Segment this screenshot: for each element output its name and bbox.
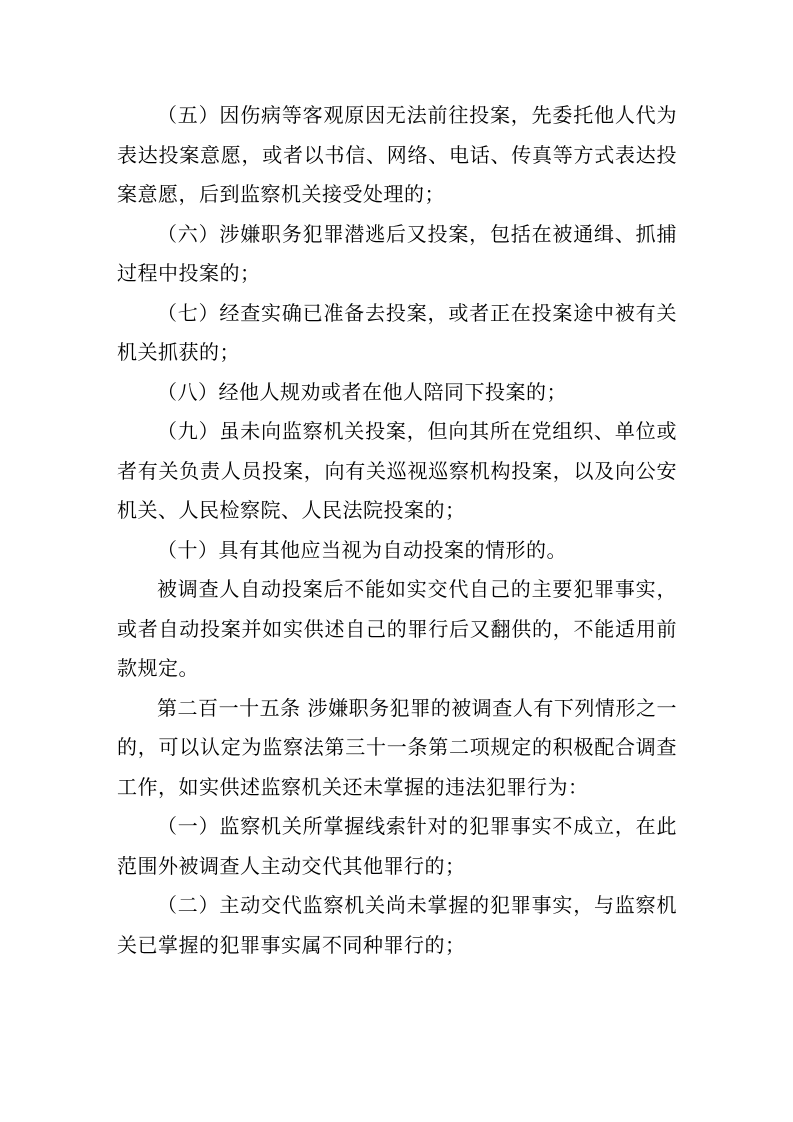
clause-exception-paragraph: 被调查人自动投案后不能如实交代自己的主要犯罪事实，或者自动投案并如实供述自己的罪行后又翻供的，不能适用前款规定。 xyxy=(117,577,677,680)
clause-item-10: （十）具有其他应当视为自动投案的情形的。 xyxy=(157,537,567,562)
document-page xyxy=(117,96,677,965)
article-215-heading-paragraph: 第二百一十五条 涉嫌职务犯罪的被调查人有下列情形之一的，可以认定为监察法第三十一条第二项规定的积极配合调查工作，如实供述监察机关还未掌握的违法犯罪行为： xyxy=(117,695,677,799)
article-215-item-2: （二）主动交代监察机关尚未掌握的犯罪事实，与监察机关已掌握的犯罪事实属不同种罪行的； xyxy=(117,893,677,957)
clause-item-6: （六）涉嫌职务犯罪潜逃后又投案，包括在被通缉、抓捕过程中投案的； xyxy=(117,221,677,285)
clause-item-7: （七）经查实确已准备去投案，或者正在投案途中被有关机关抓获的； xyxy=(117,300,677,364)
article-215-item-1: （一）监察机关所掌握线索针对的犯罪事实不成立，在此范围外被调查人主动交代其他罪行的； xyxy=(117,814,677,878)
clause-item-5: （五）因伤病等客观原因无法前往投案，先委托他人代为表达投案意愿，或者以书信、网络、电话、传真等方式表达投案意愿，后到监察机关接受处理的； xyxy=(117,103,677,206)
clause-item-8: （八）经他人规劝或者在他人陪同下投案的； xyxy=(157,379,567,404)
clause-item-9: （九）虽未向监察机关投案，但向其所在党组织、单位或者有关负责人员投案，向有关巡视巡察机构投案，以及向公安机关、人民检察院、人民法院投案的； xyxy=(117,419,677,522)
